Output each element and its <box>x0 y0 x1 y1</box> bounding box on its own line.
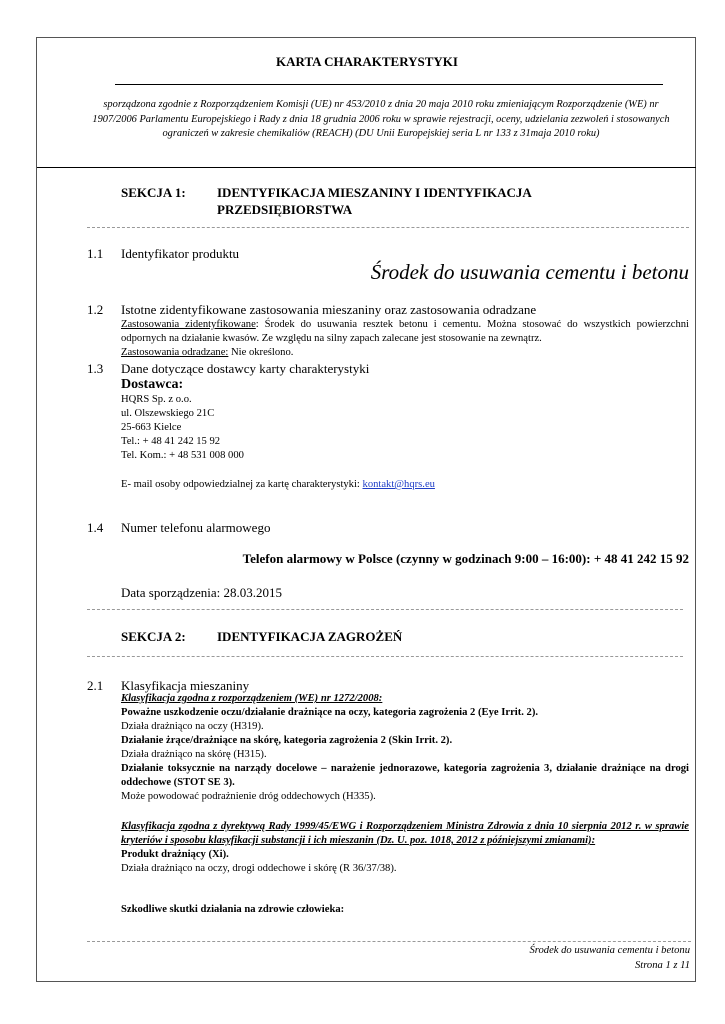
s12-label: Istotne zidentyfikowane zastosowania mieszaniny oraz zastosowania odradzane <box>121 302 537 317</box>
supplier-line: ul. Olszewskiego 21C <box>121 408 215 419</box>
email-label: E- mail osoby odpowiedzialnej za kartę charakterystyki: <box>121 479 363 490</box>
email-line <box>121 478 435 492</box>
preparation-date: Data sporządzenia: 28.03.2015 <box>121 585 283 600</box>
section1-divider <box>87 227 689 228</box>
s12-number: 1.2 <box>87 302 104 317</box>
s12-discouraged-uses <box>121 346 293 360</box>
section1-end-divider <box>87 609 683 610</box>
supplier-address <box>121 393 244 463</box>
discouraged-uses-label: Zastosowania odradzane: <box>121 347 229 358</box>
s14-label: Numer telefonu alarmowego <box>121 520 271 535</box>
hazard-class: Poważne uszkodzenie oczu/działanie drażniące na oczy, kategoria zagrożenia 2 (Eye Irrit. 2). <box>121 707 539 718</box>
supplier-line: Tel.: + 48 41 242 15 92 <box>121 436 221 447</box>
dsd-classification-text: Działa drażniąco na oczy, drogi oddechowe i skórę (R 36/37/38). <box>121 863 397 874</box>
regulation-subtitle: sporządzona zgodnie z Rozporządzeniem Komisji (UE) nr 453/2010 z dnia 20 maja 2010 roku zmieniającym Rozporządzenie (WE) nr 1907/2006 Parlamentu Europejskiego i Rady z dnia 18 grudnia 2006 roku w sprawie rejestracji, oceny, udzielania zezwoleń i stosowanych ograniczeń w zakresie chemikaliów (REACH) (DU Unii Europejskiej seria L nr 133 z 31maja 2010 roku) <box>92 99 670 139</box>
s14-number: 1.4 <box>87 520 104 535</box>
hazard-statement: Działa drażniąco na oczy (H319). <box>121 721 264 732</box>
section1-number: SEKCJA 1: <box>121 185 186 200</box>
supplier-label: Dostawca: <box>121 377 184 392</box>
title-underline <box>115 84 663 85</box>
clp-classification <box>121 692 689 804</box>
supplier-line: Tel. Kom.: + 48 531 008 000 <box>121 450 244 461</box>
footer-divider <box>87 941 691 942</box>
health-effects-heading: Szkodliwe skutki działania na zdrowie człowieka: <box>121 904 345 915</box>
dsd-classification <box>121 820 689 876</box>
section2-title: IDENTYFIKACJA ZAGROŻEŃ <box>217 629 403 644</box>
hazard-statement: Może powodować podrażnienie dróg oddechowych (H335). <box>121 791 376 802</box>
dsd-heading: Klasyfikacja zgodna z dyrektywą Rady 1999/45/EWG i Rozporządzeniem Ministra Zdrowia z dnia 10 sierpnia 2012 r. w sprawie kryteriów i sposobu klasyfikacji substancji i ich mieszanin (Dz. U. poz. 1018, 2012 z późniejszymi zmianami): <box>121 821 689 846</box>
identified-uses-text: : Środek do usuwania resztek betonu i cementu. Można stosować do wszystkich powierzchni odpornych na działanie kwasów. Ze względu na silny zapach zalecane jest stosowanie na zewnątrz. <box>121 319 689 344</box>
footer-product: Środek do usuwania cementu i betonu <box>529 945 690 956</box>
section2-number: SEKCJA 2: <box>121 629 186 644</box>
discouraged-uses-text: Nie określono. <box>228 347 294 358</box>
section1-title: IDENTYFIKACJA MIESZANINY I IDENTYFIKACJA PRZEDSIĘBIORSTWA <box>217 185 532 217</box>
header-divider <box>37 167 696 168</box>
s12-identified-uses <box>121 318 689 346</box>
supplier-line: 25-663 Kielce <box>121 422 182 433</box>
hazard-class: Działanie toksycznie na narządy docelowe – narażenie jednorazowe, kategoria zagrożenia 3, działanie drażniące na drogi oddechowe (STOT SE 3). <box>121 763 689 788</box>
s13-label: Dane dotyczące dostawcy karty charakterystyki <box>121 361 370 376</box>
s13-number: 1.3 <box>87 361 104 376</box>
document-title: KARTA CHARAKTERYSTYKI <box>276 54 458 69</box>
identified-uses-label: Zastosowania zidentyfikowane <box>121 319 256 330</box>
s21-number: 2.1 <box>87 678 104 693</box>
email-link[interactable]: kontakt@hqrs.eu <box>362 479 435 490</box>
hazard-statement: Działa drażniąco na skórę (H315). <box>121 749 267 760</box>
emergency-phone: Telefon alarmowy w Polsce (czynny w godzinach 9:00 – 16:00): + 48 41 242 15 92 <box>242 551 689 566</box>
footer-page-number: Strona 1 z 11 <box>634 960 690 971</box>
s21-label: Klasyfikacja mieszaniny <box>121 678 250 693</box>
clp-heading: Klasyfikacja zgodna z rozporządzeniem (WE) nr 1272/2008: <box>121 693 383 704</box>
supplier-line: HQRS Sp. z o.o. <box>121 394 192 405</box>
hazard-class: Działanie żrące/drażniące na skórę, kategoria zagrożenia 2 (Skin Irrit. 2). <box>121 735 453 746</box>
s11-label: Identyfikator produktu <box>121 246 240 261</box>
dsd-classification-bold: Produkt drażniący (Xi). <box>121 849 229 860</box>
section2-divider <box>87 656 683 657</box>
product-name: Środek do usuwania cementu i betonu <box>370 260 689 284</box>
s11-number: 1.1 <box>87 246 104 261</box>
